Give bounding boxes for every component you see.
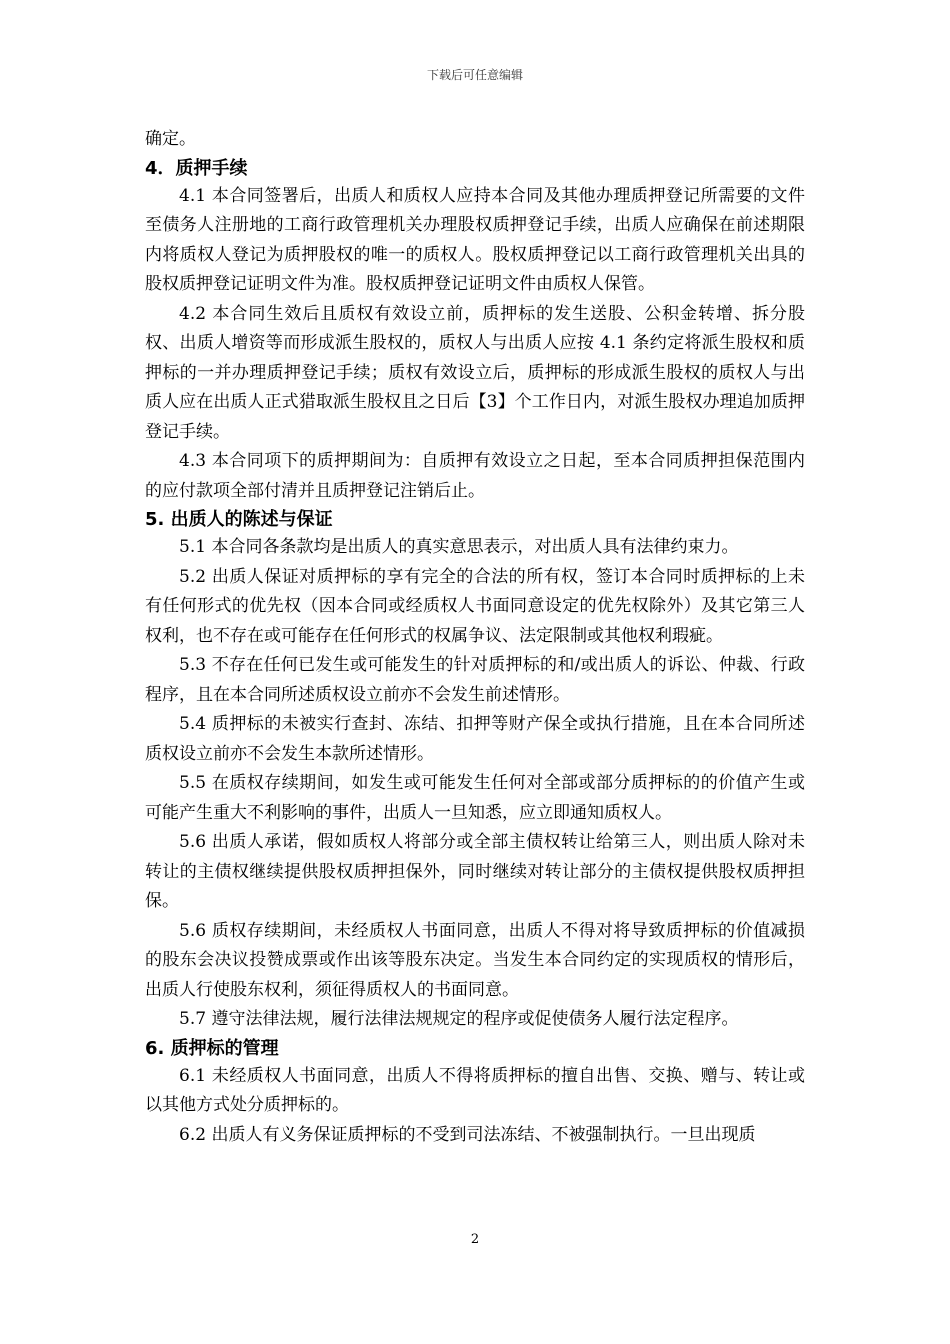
- page-number: 2: [470, 1232, 480, 1247]
- paragraph: 5.1 本合同各条款均是出质人的真实意思表示，对出质人具有法律约束力。: [179, 537, 739, 557]
- paragraph: 4.2 本合同生效后且质权有效设立前，质押标的发生送股、公积金转增、拆分股权、出质人增资等而形成派生股权的，质权人与出质人应按 4.1 条约定将派生股权和质押标的一并办理质押登记手续；质权有效设立后，质押标的形成派生股权的质权人与出质人应在出质人正式猎取派生股权且之日后【3】个工作日内，对派生股权办理追加质押登记手续。: [145, 303, 805, 442]
- paragraph: 4.3 本合同项下的质押期间为：自质押有效设立之日起，至本合同质押担保范围内的应付款项全部付清并且质押登记注销后止。: [145, 451, 805, 501]
- paragraph: 5.3 不存在任何已发生或可能发生的针对质押标的和/或出质人的诉讼、仲裁、行政程序，且在本合同所述质权设立前亦不会发生前述情形。: [145, 655, 805, 705]
- section-heading: 4．质押手续: [145, 157, 248, 179]
- paragraph: 6.2 出质人有义务保证质押标的不受到司法冻结、不被强制执行。一旦出现质: [179, 1124, 756, 1145]
- page-header: 下载后可任意编辑: [426, 68, 523, 82]
- section-heading: 5. 出质人的陈述与保证: [145, 509, 333, 530]
- paragraph: 5.5 在质权存续期间，如发生或可能发生任何对全部或部分质押标的的价值产生或可能产生重大不利影响的事件，出质人一旦知悉，应立即通知质权人。: [145, 773, 805, 823]
- paragraph: 5.6 出质人承诺，假如质权人将部分或全部主债权转让给第三人，则出质人除对未转让的主债权继续提供股权质押担保外，同时继续对转让部分的主债权提供股权质押担保。: [145, 832, 805, 911]
- paragraph: 5.2 出质人保证对质押标的享有完全的合法的所有权，签订本合同时质押标的上未有任何形式的优先权（因本合同或经质权人书面同意设定的优先权除外）及其它第三人权利，也不存在或可能存在任何形式的权属争议、法定限制或其他权利瑕疵。: [145, 566, 805, 646]
- paragraph: 5.4 质押标的未被实行查封、冻结、扣押等财产保全或执行措施，且在本合同所述质权设立前亦不会发生本款所述情形。: [145, 714, 805, 764]
- paragraph: 4.1 本合同签署后，出质人和质权人应持本合同及其他办理质押登记所需要的文件至债务人注册地的工商行政管理机关办理股权质押登记手续，出质人应确保在前述期限内将质权人登记为质押股权的唯一的质权人。股权质押登记以工商行政管理机关出具的股权质押登记证明文件为准。股权质押登记证明文件由质权人保管。: [145, 185, 805, 294]
- paragraph: 6.1 未经质权人书面同意，出质人不得将质押标的擅自出售、交换、赠与、转让或以其他方式处分质押标的。: [145, 1065, 805, 1115]
- document-body: [145, 125, 805, 1150]
- paragraph: 确定。: [145, 129, 196, 149]
- section-heading: 6. 质押标的管理: [145, 1037, 279, 1059]
- paragraph: 5.7 遵守法律法规，履行法律法规规定的程序或促使债务人履行法定程序。: [179, 1009, 739, 1029]
- paragraph: 5.6 质权存续期间，未经质权人书面同意，出质人不得对将导致质押标的价值减损的股东会决议投赞成票或作出该等股东决定。当发生本合同约定的实现质权的情形后，出质人行使股东权利，须征得质权人的书面同意。: [145, 920, 805, 1000]
